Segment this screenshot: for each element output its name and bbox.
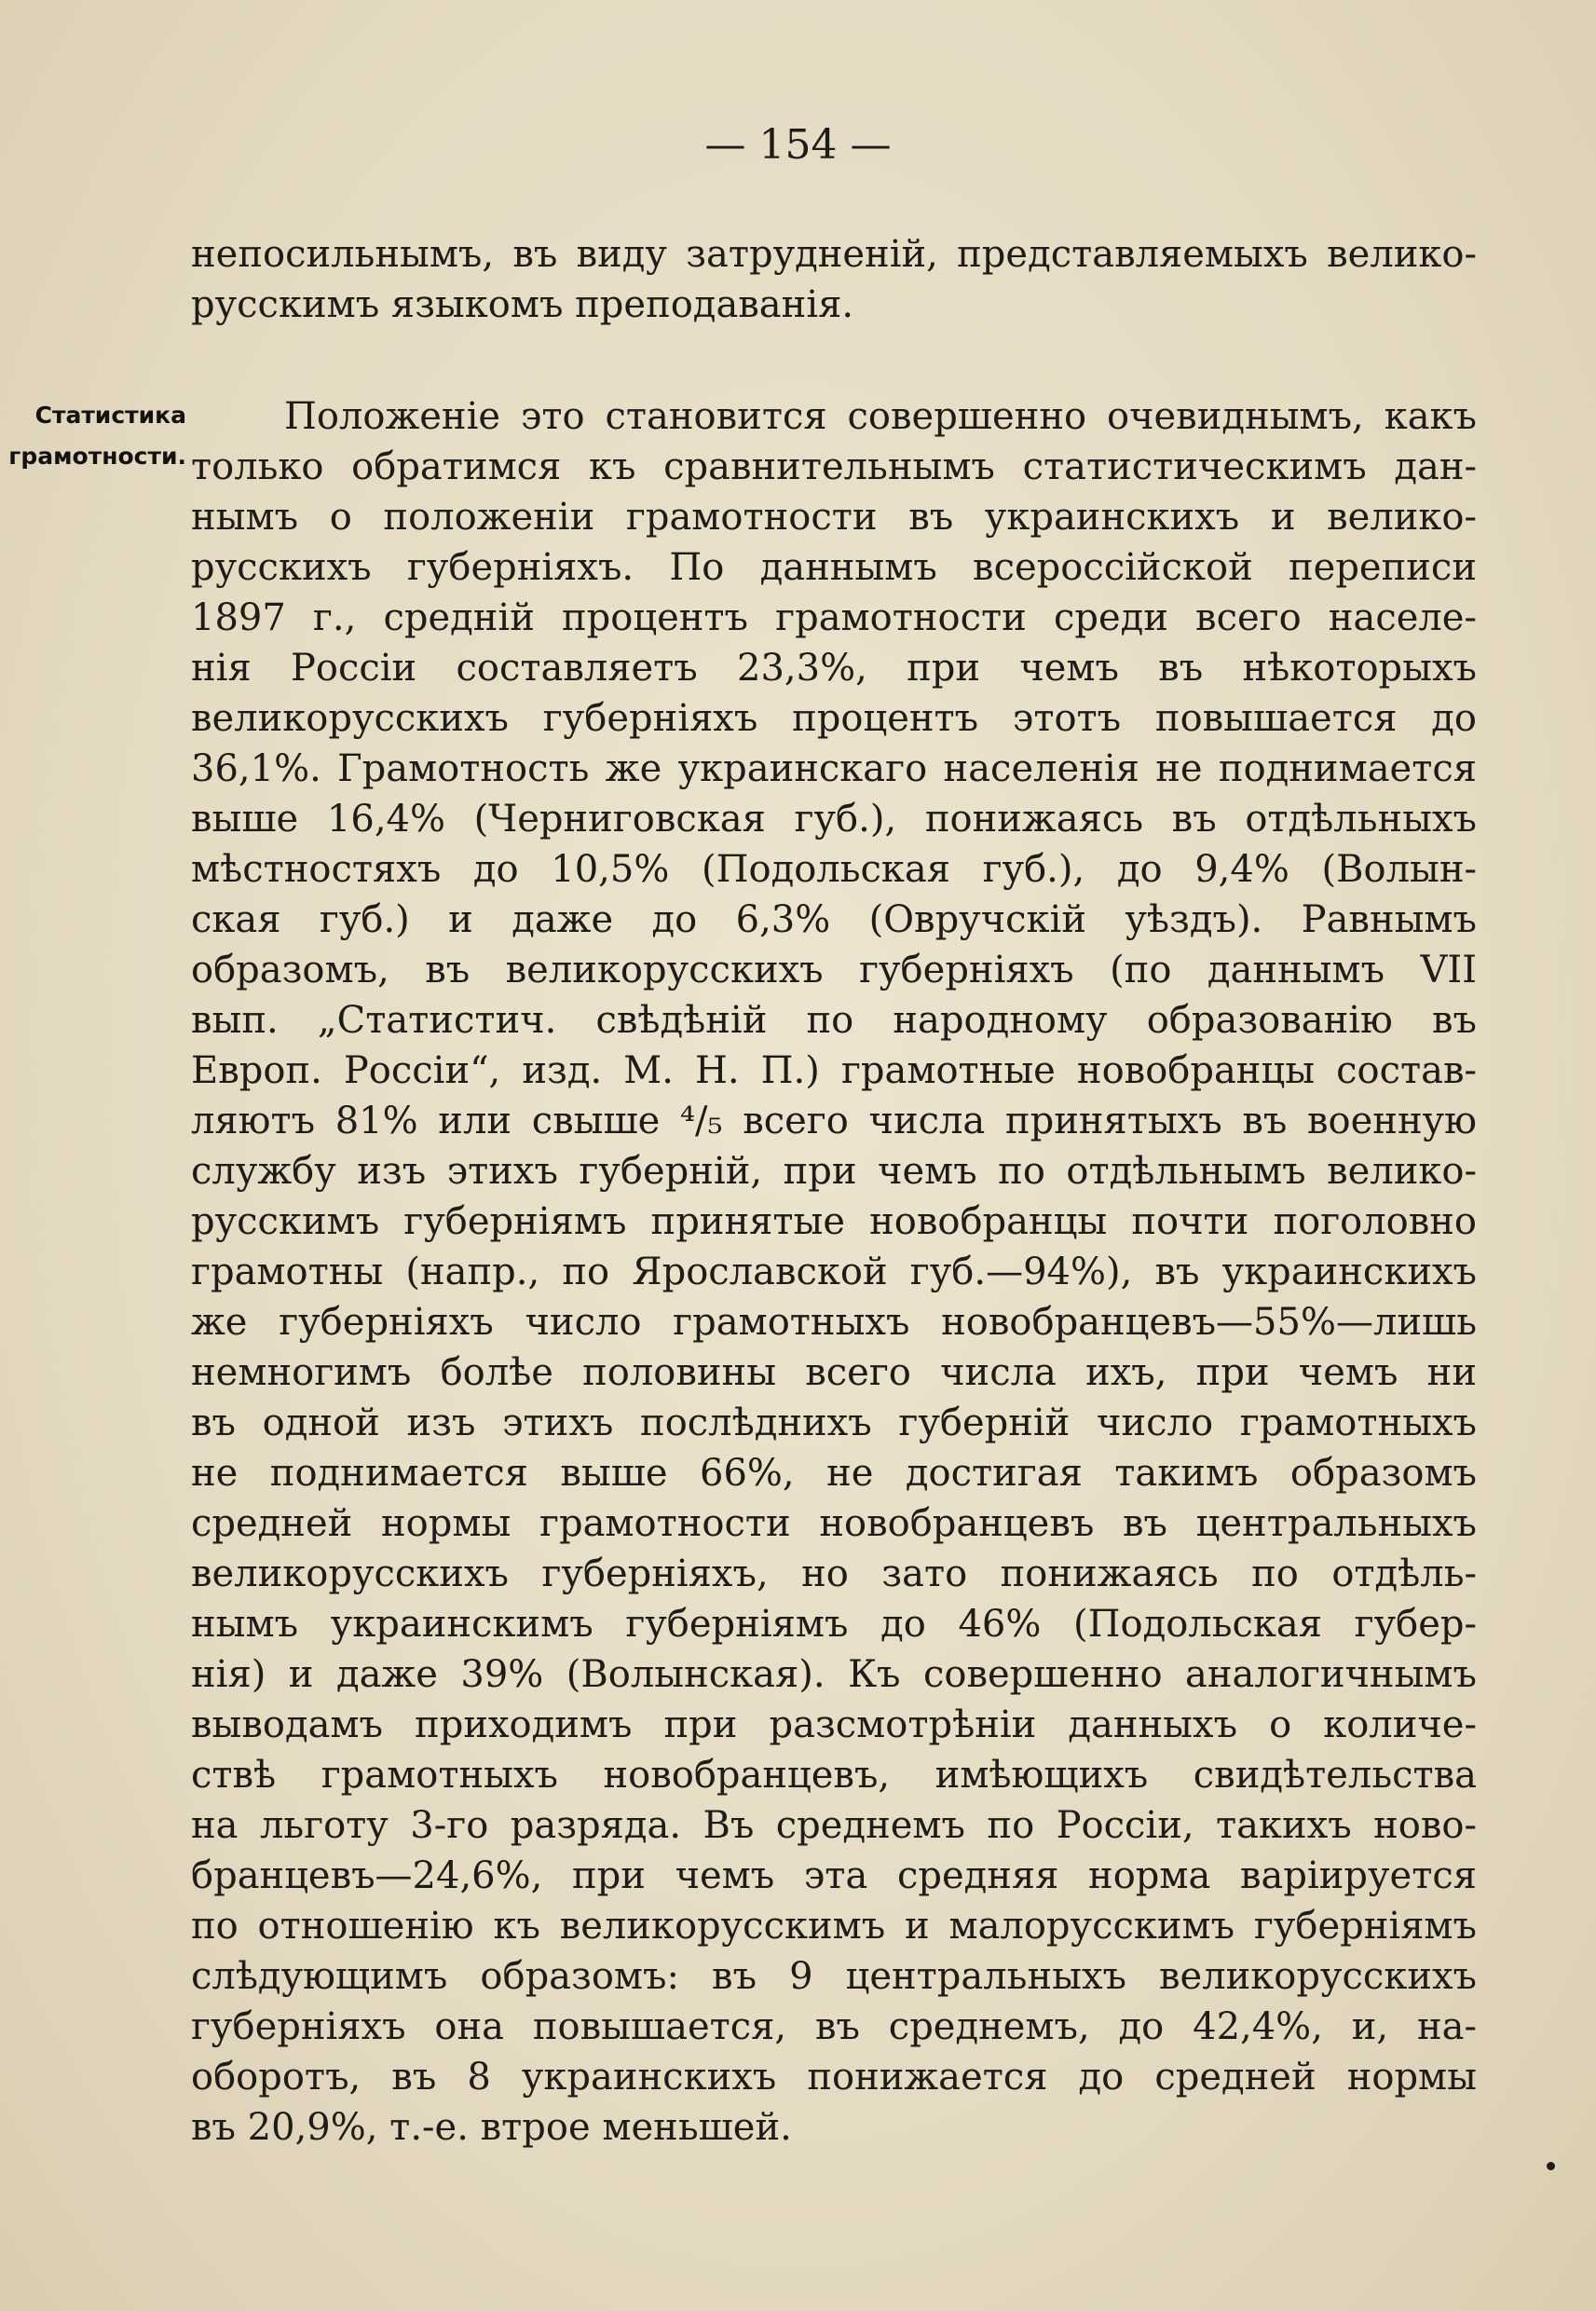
text-line: только обратимся къ сравнительнымъ статистическимъ дан- [191, 445, 1477, 488]
margin-note [4, 395, 186, 477]
text-line: нымъ о положеніи грамотности въ украинскихъ и велико- [191, 496, 1477, 539]
text-line: въ 20,9%, т.-е. втрое меньшей. [191, 2106, 792, 2149]
text-line: выше 16,4% (Черниговская губ.), понижаясь въ отдѣльныхъ [191, 798, 1477, 841]
text-line: на льготу 3-го разряда. Въ среднемъ по Россіи, такихъ ново- [191, 1804, 1477, 1847]
text-line: по отношенію къ великорусскимъ и малорусскимъ губерніямъ [191, 1905, 1477, 1948]
margin-note-line: грамотности. [8, 443, 186, 470]
main-paragraph [191, 391, 1477, 2153]
text-line: 1897 г., средній процентъ грамотности среди всего населе- [191, 596, 1477, 639]
text-line: мѣстностяхъ до 10,5% (Подольская губ.), до 9,4% (Волын- [191, 848, 1477, 891]
text-line: ствѣ грамотныхъ новобранцевъ, имѣющихъ свидѣтельства [191, 1754, 1477, 1797]
text-line: оборотъ, въ 8 украинскихъ понижается до средней нормы [191, 2056, 1477, 2099]
text-line: русскихъ губерніяхъ. По даннымъ всероссійской переписи [191, 546, 1477, 589]
text-line: нія) и даже 39% (Волынская). Къ совершенно аналогичнымъ [191, 1653, 1477, 1696]
text-line: образомъ, въ великорусскихъ губерніяхъ (по даннымъ VII [191, 949, 1477, 991]
text-line: ляютъ 81% или свыше ⁴/₅ всего числа принятыхъ въ военную [191, 1100, 1477, 1142]
text-line: непосильнымъ, въ виду затрудненій, представляемыхъ велико- [191, 233, 1477, 276]
text-line: бранцевъ—24,6%, при чемъ эта средняя норма варіируется [191, 1854, 1477, 1897]
text-line: губерніяхъ она повышается, въ среднемъ, до 42,4%, и, на- [191, 2005, 1477, 2048]
text-line: русскимъ языкомъ преподаванія. [191, 283, 854, 326]
text-line: Европ. Россіи“, изд. М. Н. П.) грамотные новобранцы состав- [191, 1049, 1477, 1092]
text-line: русскимъ губерніямъ принятые новобранцы почти поголовно [191, 1200, 1477, 1243]
text-line: немногимъ болѣе половины всего числа ихъ, при чемъ ни [191, 1351, 1477, 1394]
text-line: же губерніяхъ число грамотныхъ новобранцевъ—55%—лишь [191, 1301, 1477, 1344]
text-line: слѣдующимъ образомъ: въ 9 центральныхъ великорусскихъ [191, 1955, 1477, 1998]
text-line: средней нормы грамотности новобранцевъ въ центральныхъ [191, 1502, 1477, 1545]
text-line: Положеніе это становится совершенно очевиднымъ, какъ [284, 395, 1477, 438]
ink-speck [1547, 2162, 1555, 2170]
text-line: вып. „Статистич. свѣдѣній по народному образованію въ [191, 999, 1477, 1042]
text-line: ская губ.) и даже до 6,3% (Овручскій уѣздъ). Равнымъ [191, 898, 1477, 941]
text-line: великорусскихъ губерніяхъ, но зато понижаясь по отдѣль- [191, 1552, 1477, 1595]
text-line: нымъ украинскимъ губерніямъ до 46% (Подольская губер- [191, 1603, 1477, 1646]
page-number: — 154 — [704, 121, 892, 169]
text-line: не поднимается выше 66%, не достигая такимъ образомъ [191, 1452, 1477, 1495]
text-line: въ одной изъ этихъ послѣднихъ губерній число грамотныхъ [191, 1402, 1477, 1444]
text-line: великорусскихъ губерніяхъ процентъ этотъ повышается до [191, 697, 1477, 740]
text-line: службу изъ этихъ губерній, при чемъ по отдѣльнымъ велико- [191, 1150, 1477, 1193]
margin-note-line: Статистика [34, 402, 186, 429]
continuation-text [191, 229, 1477, 330]
text-line: нія Россіи составляетъ 23,3%, при чемъ въ нѣкоторыхъ [191, 647, 1477, 690]
text-line: выводамъ приходимъ при разсмотрѣніи данныхъ о количе- [191, 1703, 1477, 1746]
text-line: 36,1%. Грамотность же украинскаго населенія не поднимается [191, 747, 1477, 790]
text-line: грамотны (напр., по Ярославской губ.—94%), въ украинскихъ [191, 1251, 1477, 1293]
